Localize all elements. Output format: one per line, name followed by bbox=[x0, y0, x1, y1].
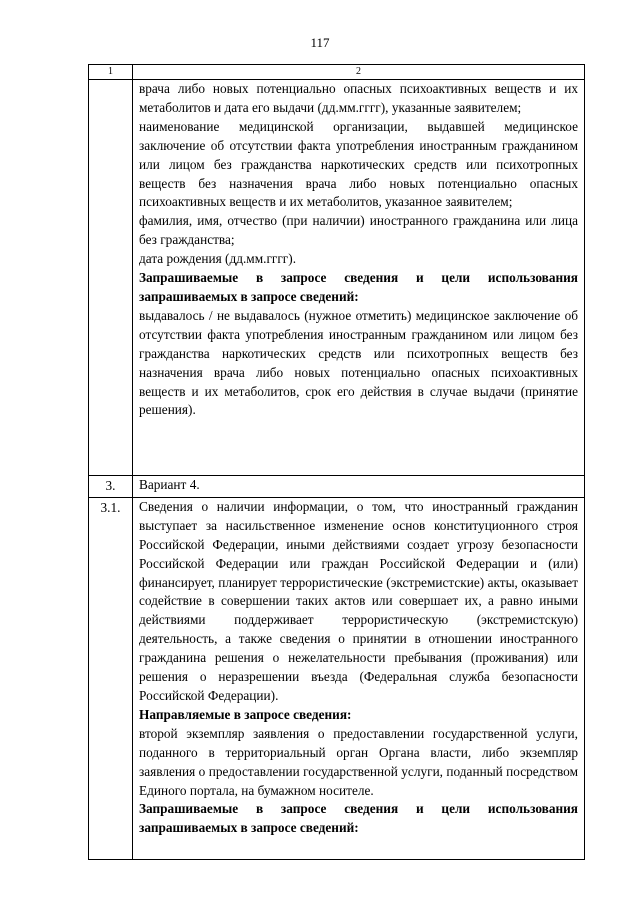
paragraph: Сведения о наличии информации, о том, что иностранный гражданин выступает за насильственное изменение основ конституционного строя Российской Федерации, иными действиями создает угрозу безопасности Российской Федерации или граждан Российской Федерации и (или) финансирует, планирует террористические (экстремистские) акты, оказывает содействие в совершении таких актов или совершает их, а равно иными действиями поддерживает террористическую (экстремистскую) деятельность, а также сведения о принятии в отношении иностранного гражданина решения о нежелательности пребывания (проживания) или решения о неразрешении въезда (Федеральная служба безопасности Российской Федерации). bbox=[139, 498, 578, 703]
row-number bbox=[89, 80, 133, 476]
paragraph: дата рождения (дд.мм.гггг). bbox=[139, 251, 297, 267]
paragraph: наименование медицинской организации, выдавшей медицинское заключение об отсутствии факта употребления иностранным гражданином или лицом без гражданства наркотических средств или психотропных веществ без назначения врача либо новых потенциально опасных психоактивных веществ и их метаболитов, указанное заявителем; bbox=[139, 118, 578, 210]
row-content bbox=[133, 497, 585, 859]
paragraph: фамилия, имя, отчество (при наличии) иностранного гражданина или лица без гражданства; bbox=[139, 213, 578, 248]
table-row bbox=[89, 497, 585, 859]
variant-title: Вариант 4. bbox=[139, 477, 200, 492]
table-row bbox=[89, 476, 585, 498]
row-content bbox=[133, 80, 585, 476]
row-content bbox=[133, 476, 585, 498]
paragraph: выдавалось / не выдавалось (нужное отметить) медицинское заключение об отсутствии факта употребления иностранным гражданином или лицом без гражданства наркотических средств или психотропных веществ без назначения врача либо новых потенциально опасных психоактивных веществ и их метаболитов, срок его действия в случае выдачи (принятие решения). bbox=[139, 307, 578, 418]
table-row bbox=[89, 80, 585, 476]
row-number: 3.1. bbox=[89, 497, 133, 859]
header-col-1: 1 bbox=[89, 65, 133, 80]
section-heading: Запрашиваемые в запросе сведения и цели использования запрашиваемых в запросе сведений: bbox=[139, 270, 578, 304]
paragraph: второй экземпляр заявления о предоставлении государственной услуги, поданного в территориальный орган Органа власти, либо экземпляр заявления о предоставлении государственной услуги, поданный посредством Единого портала, на бумажном носителе. bbox=[139, 725, 578, 798]
section-heading: Запрашиваемые в запросе сведения и цели использования запрашиваемых в запросе сведений: bbox=[139, 801, 578, 836]
table-header-row bbox=[89, 65, 585, 80]
page-number: 117 bbox=[310, 35, 330, 50]
header-col-2: 2 bbox=[133, 65, 585, 80]
row-number: 3. bbox=[89, 476, 133, 498]
section-heading: Направляемые в запросе сведения: bbox=[139, 706, 352, 722]
paragraph: врача либо новых потенциально опасных психоактивных веществ и их метаболитов и дата его выдачи (дд.мм.гггг), указанные заявителем; bbox=[139, 81, 578, 115]
services-table bbox=[88, 64, 585, 860]
